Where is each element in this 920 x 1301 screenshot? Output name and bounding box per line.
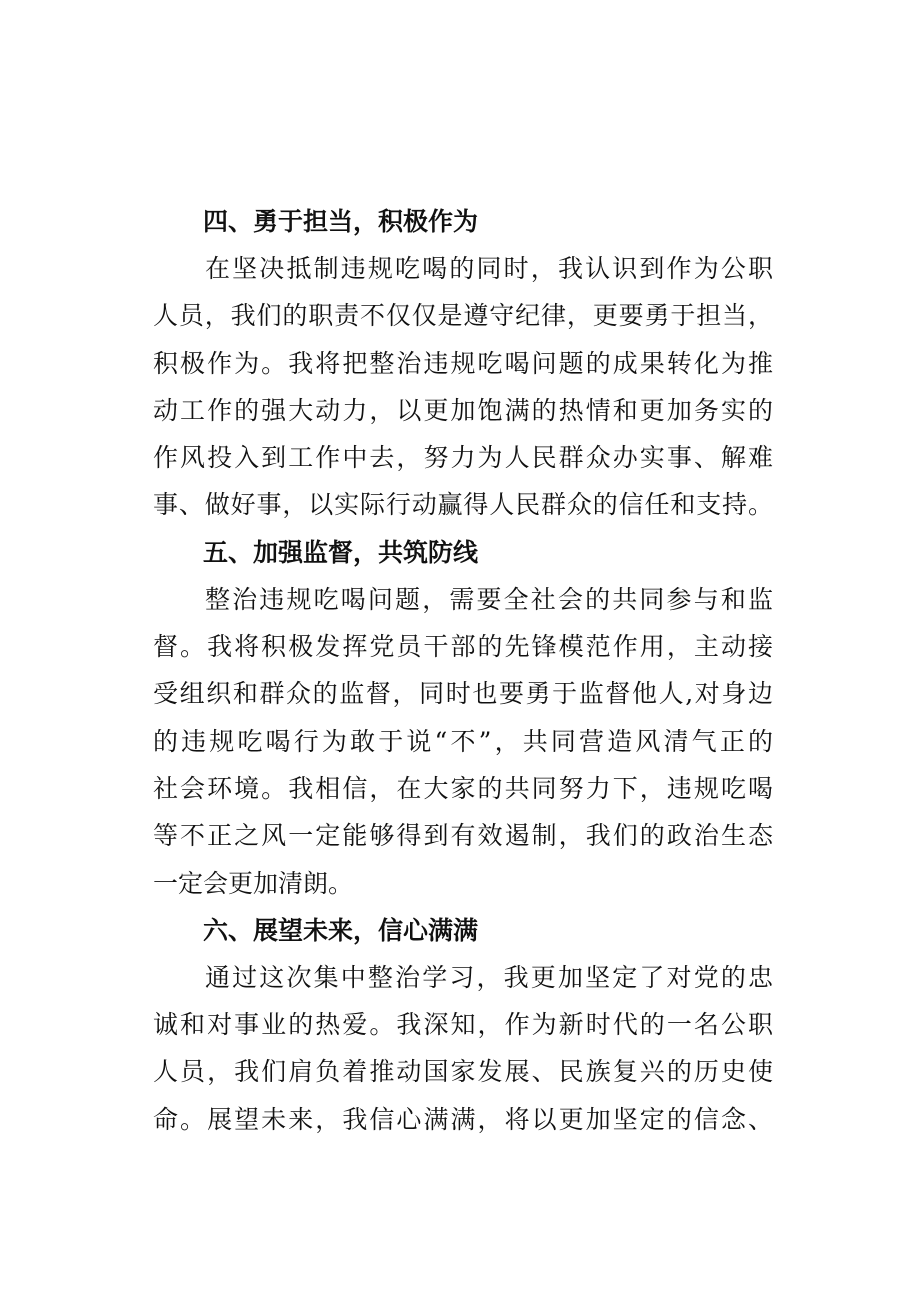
section-paragraph-4: [153, 245, 773, 529]
section-paragraph-5: [153, 576, 773, 907]
section-heading-5: 五、加强监督，共筑防线: [203, 537, 479, 567]
paragraph-line: 等不正之风一定能够得到有效遏制，我们的政治生态: [153, 821, 773, 851]
paragraph-line: 受组织和群众的监督，同时也要勇于监督他人,对身边: [153, 679, 773, 709]
paragraph-line: 督。我将积极发挥党员干部的先锋模范作用，主动接: [153, 632, 773, 662]
paragraph-line: 一定会更加清朗。: [153, 868, 354, 898]
paragraph-line: 人员，我们肩负着推动国家发展、民族复兴的历史使: [153, 1057, 773, 1087]
paragraph-line: 事、做好事，以实际行动赢得人民群众的信任和支持。: [153, 490, 773, 520]
section-heading-4: 四、勇于担当，积极作为: [203, 207, 479, 236]
paragraph-line: 人员，我们的职责不仅仅是遵守纪律，更要勇于担当，: [153, 301, 773, 331]
paragraph-line: 的违规吃喝行为敢于说“不”，共同营造风清气正的: [153, 726, 773, 756]
paragraph-line: 命。展望未来，我信心满满，将以更加坚定的信念、: [153, 1104, 773, 1134]
paragraph-line: 整治违规吃喝问题，需要全社会的共同参与和监: [205, 584, 773, 614]
paragraph-line: 诚和对事业的热爱。我深知，作为新时代的一名公职: [153, 1010, 773, 1040]
paragraph-line: 在坚决抵制违规吃喝的同时，我认识到作为公职: [205, 254, 773, 283]
paragraph-line: 通过这次集中整治学习，我更加坚定了对党的忠: [205, 962, 773, 992]
paragraph-line: 社会环境。我相信，在大家的共同努力下，违规吃喝: [153, 773, 773, 803]
paragraph-line: 动工作的强大动力，以更加饱满的热情和更加务实的: [153, 395, 773, 425]
document-body: [153, 198, 773, 1143]
paragraph-line: 作风投入到工作中去，努力为人民群众办实事、解难: [153, 443, 773, 473]
section-heading-6: 六、展望未来，信心满满: [203, 915, 479, 945]
paragraph-line: 积极作为。我将把整治违规吃喝问题的成果转化为推: [153, 348, 773, 378]
section-paragraph-6: [153, 954, 773, 1143]
